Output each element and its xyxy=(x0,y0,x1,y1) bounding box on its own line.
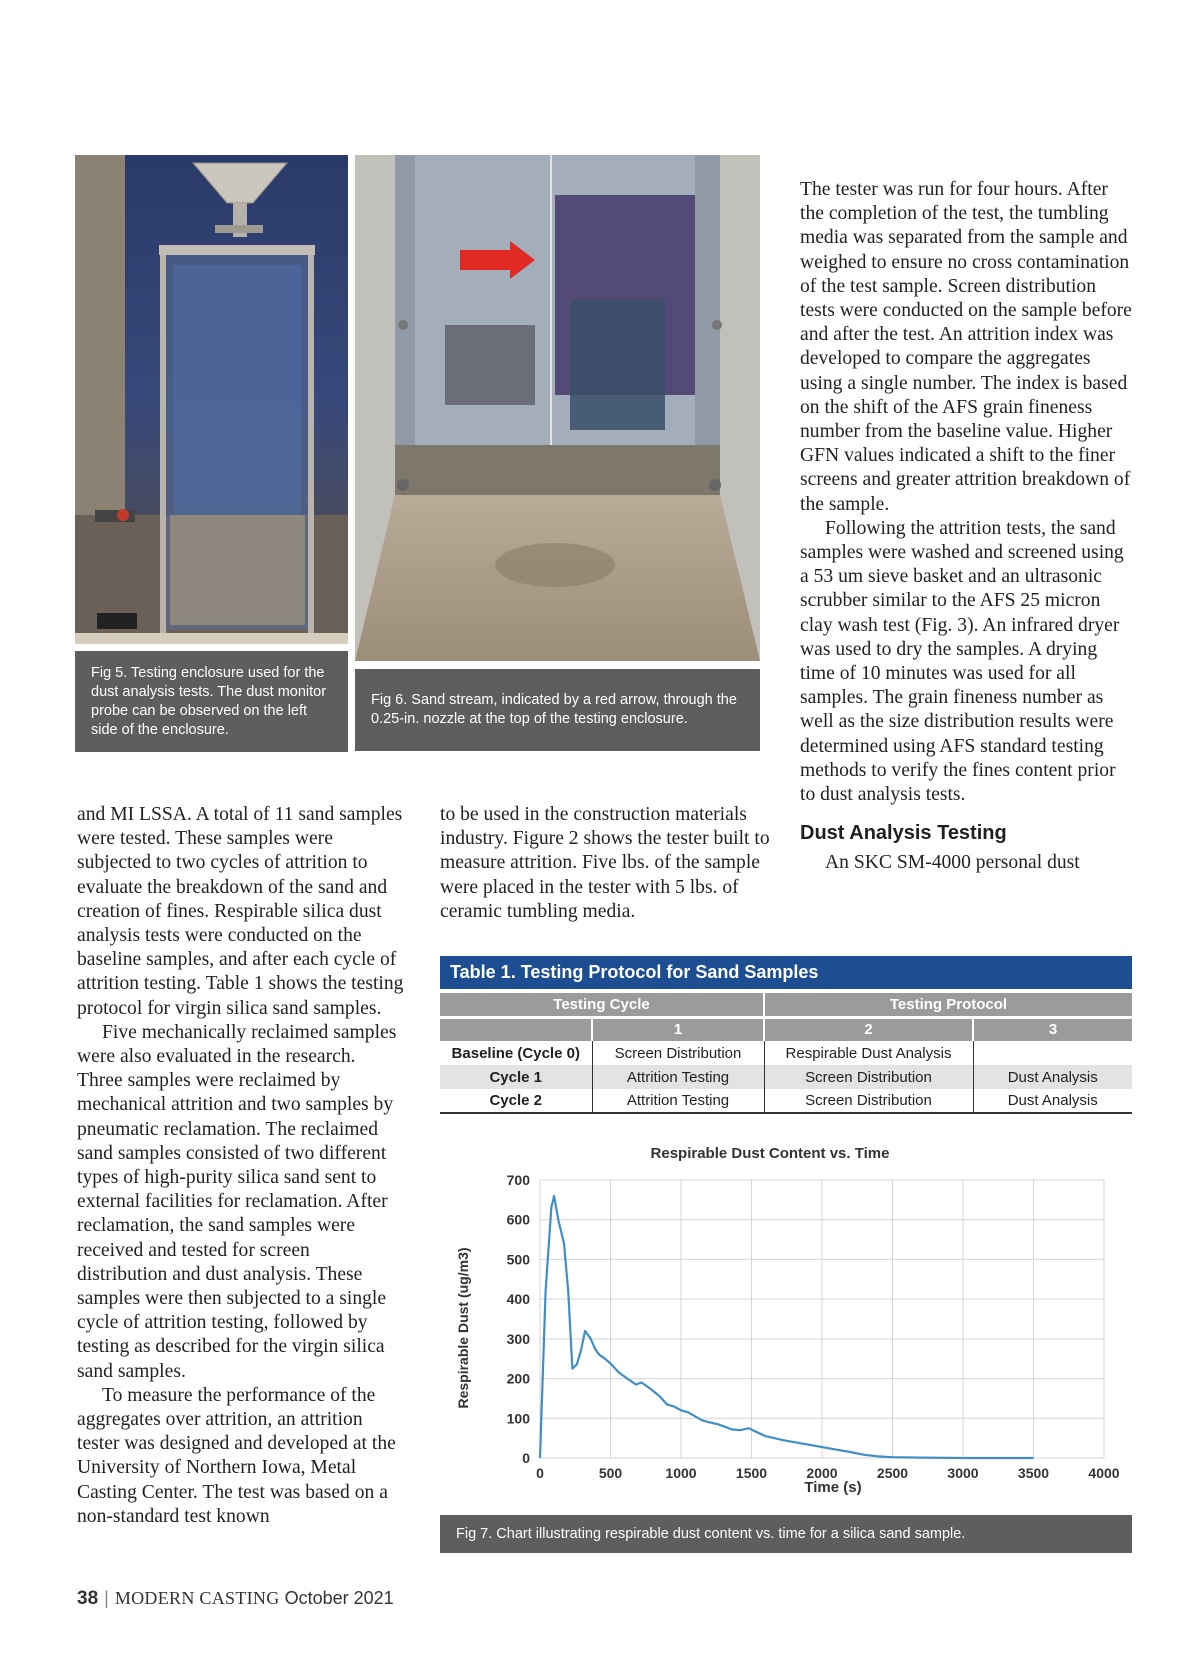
fig7-caption xyxy=(440,1515,1132,1553)
y-tick-label: 700 xyxy=(506,1172,530,1188)
x-tick-label: 2000 xyxy=(806,1465,838,1481)
x-tick-label: 3500 xyxy=(1017,1465,1050,1481)
col3-paragraph-3: An SKC SM-4000 personal dust xyxy=(825,852,1080,874)
table-cell: Screen Distribution xyxy=(764,1065,973,1089)
table-cell: Attrition Testing xyxy=(592,1089,764,1113)
magazine-name: MODERN CASTING xyxy=(114,1588,280,1608)
fig6-caption-text: Fig 6. Sand stream, indicated by a red arrow, through the 0.25-in. nozzle at the top of the testing enclosure. xyxy=(371,692,737,727)
subheader-col-2: 2 xyxy=(764,1017,973,1041)
table-cell: Respirable Dust Analysis xyxy=(764,1041,973,1065)
table-title: Table 1. Testing Protocol for Sand Samples xyxy=(440,956,1132,989)
row-label: Cycle 1 xyxy=(440,1065,592,1089)
fig6-caption xyxy=(355,669,760,751)
column-1 xyxy=(77,803,404,1529)
header-testing-cycle: Testing Cycle xyxy=(440,993,764,1017)
issue-date: October 2021 xyxy=(284,1588,394,1608)
table-row xyxy=(440,1089,1132,1113)
chart-y-label: Respirable Dust (ug/m3) xyxy=(455,1247,471,1409)
fig6-illustration xyxy=(355,155,760,661)
y-tick-label: 300 xyxy=(506,1330,530,1347)
section-heading-dust-analysis: Dust Analysis Testing xyxy=(800,822,1007,845)
table-cell: Attrition Testing xyxy=(592,1065,764,1089)
col1-paragraph-2: Five mechanically reclaimed samples were also evaluated in the research. Three samples were reclaimed by mechanical attrition and two samples by pneumatic reclamation. The reclaimed sand samples consisted of two different types of high-purity silica sand sent to external facilities for reclamation. After reclamation, the sand samples were received and tested for screen distribution and dust analysis. These samples were then subjected to a single cycle of attrition testing, followed by testing as described for the virgin silica sand samples. xyxy=(77,1021,397,1382)
col1-paragraph-1: and MI LSSA. A total of 11 sand samples were tested. These samples were subjected to two cycles of attrition to evaluate the breakdown of the sand and creation of fines. Respirable silica dust analysis tests were conducted on the baseline samples, and after each cycle of attrition testing. Table 1 shows the testing protocol for virgin silica sand samples. xyxy=(77,804,404,1019)
fig5-caption xyxy=(75,651,348,752)
row-label: Baseline (Cycle 0) xyxy=(440,1041,592,1065)
y-tick-label: 600 xyxy=(506,1211,530,1228)
x-tick-label: 1500 xyxy=(735,1465,768,1481)
subheader-col-1: 1 xyxy=(592,1017,764,1041)
fig5-photo xyxy=(75,155,348,644)
table-cell: Dust Analysis xyxy=(973,1065,1132,1089)
y-tick-label: 100 xyxy=(506,1410,530,1427)
table-subheader-row xyxy=(440,1017,1132,1041)
x-tick-label: 0 xyxy=(536,1465,544,1481)
x-tick-label: 2500 xyxy=(876,1465,909,1481)
table-cell: Dust Analysis xyxy=(973,1089,1132,1113)
col1-paragraph-3: To measure the performance of the aggregates over attrition, an attrition tester was designed and developed at the University of Northern Iowa, Metal Casting Center. The test was based on a non-standard test known xyxy=(77,1384,396,1527)
column-2 xyxy=(440,803,770,924)
table-cell xyxy=(973,1041,1132,1065)
fig6-photo xyxy=(355,155,760,661)
x-tick-label: 4000 xyxy=(1088,1465,1120,1481)
footer-separator: | xyxy=(104,1588,109,1608)
table-row xyxy=(440,1041,1132,1065)
y-tick-label: 0 xyxy=(522,1450,530,1466)
table-header-row xyxy=(440,993,1132,1017)
page-footer xyxy=(77,1588,394,1610)
col3-paragraph-1: The tester was run for four hours. After the completion of the test, the tumbling media was separated from the sample and weighed to ensure no cross contamination of the test sample. Screen distribution tests were conducted on the sample before and after the test. An attrition index was developed to compare the aggregates using a single number. The index is based on the shift of the AFS grain fineness number from the baseline value. Higher GFN values indicated a shift to the finer screens and greater attrition breakdown of the sample. xyxy=(800,179,1132,515)
protocol-table xyxy=(440,993,1132,1114)
header-testing-protocol: Testing Protocol xyxy=(764,993,1132,1017)
fig7-caption-text: Fig 7. Chart illustrating respirable dust content vs. time for a silica sand sample. xyxy=(456,1525,966,1542)
x-tick-label: 500 xyxy=(598,1465,623,1481)
col3-paragraph-2: Following the attrition tests, the sand samples were washed and screened using a 53 um sieve basket and an ultrasonic scrubber similar to the AFS 25 micron clay wash test (Fig. 3). An infrared dryer was used to dry the samples. A drying time of 10 minutes was used for all samples. The grain fineness number as well as the size distribution results were determined using AFS standard testing methods to verify the fines content prior to dust analysis tests. xyxy=(800,517,1124,806)
subheader-col-3: 3 xyxy=(973,1017,1132,1041)
chart-title: Respirable Dust Content vs. Time xyxy=(650,1145,890,1162)
y-tick-label: 200 xyxy=(506,1370,530,1387)
x-tick-label: 3000 xyxy=(947,1465,979,1481)
chart-y-ticks xyxy=(507,1172,531,1466)
fig5-caption-text: Fig 5. Testing enclosure used for the dust analysis tests. The dust monitor probe can be observed on the left side of the enclosure. xyxy=(91,664,327,738)
table-cell: Screen Distribution xyxy=(764,1089,973,1113)
y-tick-label: 400 xyxy=(506,1291,530,1308)
x-tick-label: 1000 xyxy=(665,1465,697,1481)
chart-grid xyxy=(540,1180,1104,1458)
row-label: Cycle 2 xyxy=(440,1089,592,1113)
subheader-blank xyxy=(440,1017,592,1041)
fig5-illustration xyxy=(75,155,348,644)
table-cell: Screen Distribution xyxy=(592,1041,764,1065)
column-3 xyxy=(800,178,1132,875)
col2-paragraph-1: to be used in the construction materials industry. Figure 2 shows the tester built to measure attrition. Five lbs. of the sample were placed in the tester with 5 lbs. of ceramic tumbling media. xyxy=(440,804,770,922)
dust-chart xyxy=(440,1140,1132,1495)
y-tick-label: 500 xyxy=(506,1251,530,1268)
chart-x-label: Time (s) xyxy=(804,1479,862,1495)
page-number: 38 xyxy=(77,1588,99,1609)
table-row xyxy=(440,1065,1132,1089)
